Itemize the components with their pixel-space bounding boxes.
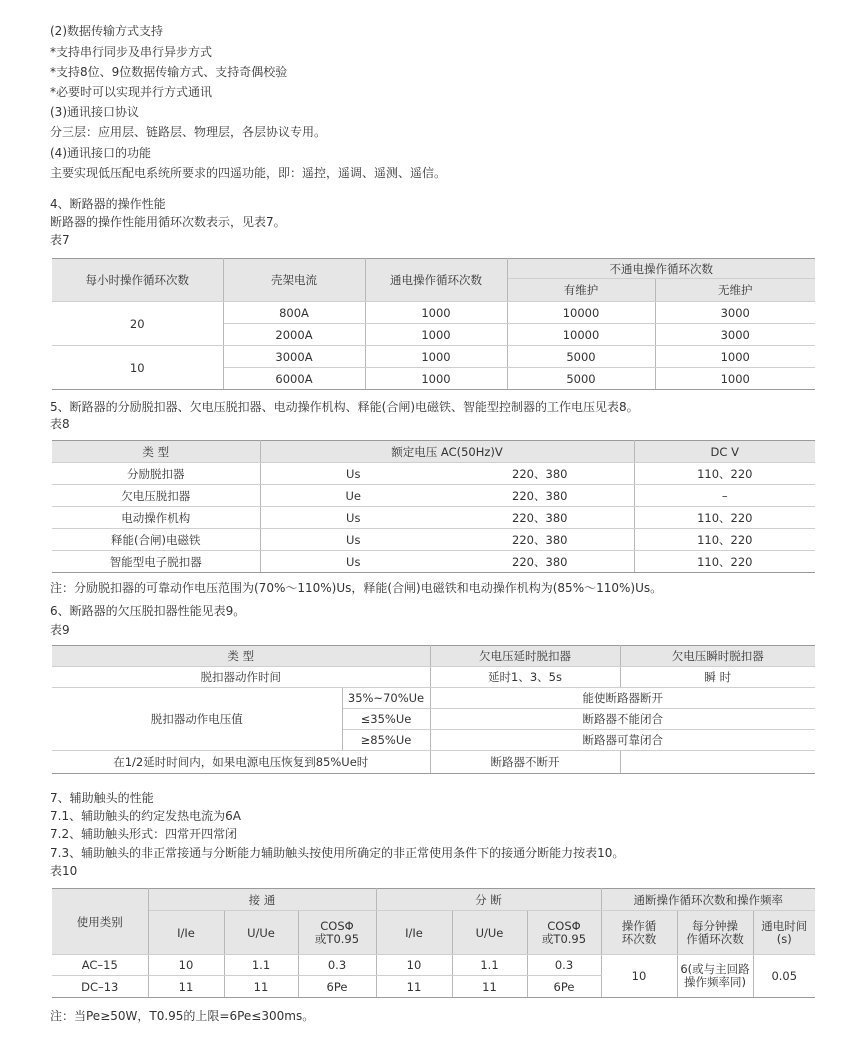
table7-cell: 3000: [655, 324, 815, 346]
table9-header-instant: 欠电压瞬时脱扣器: [620, 646, 815, 667]
cos-line-1: COSΦ: [547, 918, 581, 933]
table9-cell: 断路器不能闭合: [430, 709, 815, 730]
table10-cell: 11: [224, 976, 298, 998]
section5-text: 5、断路器的分励脱扣器、欠电压脱扣器、电动操作机构、释能(合闸)电磁铁、智能型控制器的工作电压见表8。: [50, 400, 639, 414]
section6-text: 6、断路器的欠压脱扣器性能见表9。: [50, 604, 246, 618]
table8-cell: Us: [260, 529, 446, 551]
table9-voltage-label: 脱扣器动作电压值: [52, 688, 342, 751]
cycles-line-2: 环次数: [621, 931, 657, 946]
intro-line-4: *必要时可以实现并行方式通讯: [50, 85, 213, 99]
table9-cell: [620, 751, 815, 774]
table10-header-break-cos: [527, 911, 601, 955]
table8-cell: 220、380: [446, 551, 634, 573]
time-line-1: 通电时间: [761, 918, 808, 933]
table7-cell: 1000: [365, 302, 507, 324]
table8-cell: 220、380: [446, 529, 634, 551]
table8-cell: 分励脱扣器: [52, 463, 260, 485]
table7-header-unpowered: 不通电操作循环次数: [507, 259, 815, 279]
table7-cell: 3000A: [223, 346, 365, 368]
table10-header-cycles: [601, 911, 677, 955]
table10-cycles: 10: [601, 955, 677, 998]
table10-cell: 11: [452, 976, 527, 998]
table7-cell: 5000: [507, 368, 655, 390]
table8-cell: 110、220: [634, 507, 815, 529]
table7-cell: 800A: [223, 302, 365, 324]
table7-cell: 1000: [655, 346, 815, 368]
table-row: [52, 485, 815, 507]
table9-cell: ≥85%Ue: [342, 730, 430, 751]
cos-line-2: 或T0.95: [314, 931, 360, 946]
table-row: [52, 346, 815, 368]
table10-cell: 6Pe: [298, 976, 376, 998]
table10-time: 0.05: [753, 955, 815, 998]
table10-cell: 0.3: [298, 955, 376, 976]
table10-header-category: 使用类别: [52, 889, 148, 955]
table10-cell: 6Pe: [527, 976, 601, 998]
intro-line-3: *支持8位、9位数据传输方式、支持奇偶校验: [50, 65, 288, 79]
table7-header-frame-current: 壳架电流: [223, 259, 365, 302]
per-min-value-line-1: 6(或与主回路: [680, 962, 750, 976]
table8-cell: 220、380: [446, 485, 634, 507]
table8-cell: 智能型电子脱扣器: [52, 551, 260, 573]
table8-cell: 220、380: [446, 463, 634, 485]
cycles-line-1: 操作循: [621, 918, 657, 933]
table8-cell: 释能(合闸)电磁铁: [52, 529, 260, 551]
table10-label: 表10: [50, 864, 78, 878]
table9-cell: 35%~70%Ue: [342, 688, 430, 709]
section4-text: 断路器的操作性能用循环次数表示，见表7。: [50, 215, 286, 229]
table9-last-row-label: 在1/2延时时间内，如果电源电压恢复到85%Ue时: [52, 751, 430, 774]
section7-line-1: 7.1、辅助触头的约定发热电流为6A: [50, 809, 241, 823]
table10-cell: AC–15: [52, 955, 148, 976]
table7-header-maintained: 有维护: [507, 279, 655, 302]
per-min-line-1: 每分钟操: [692, 918, 738, 933]
table9-cell: ≤35%Ue: [342, 709, 430, 730]
table10-header-make-cos: [298, 911, 376, 955]
table8: [52, 440, 815, 573]
table10-cell: 11: [148, 976, 224, 998]
table10-cell: DC–13: [52, 976, 148, 998]
table-row: [52, 507, 815, 529]
intro-line-6: 分三层：应用层、链路层、物理层，各层协议专用。: [50, 125, 327, 139]
table10-per-min: [677, 955, 753, 998]
table8-cell: 欠电压脱扣器: [52, 485, 260, 507]
table9-header-delayed: 欠电压延时脱扣器: [430, 646, 620, 667]
per-min-line-2: 作循环次数: [686, 931, 744, 946]
table-row: [52, 667, 815, 688]
table-row: [52, 751, 815, 774]
table7-cell: 1000: [365, 368, 507, 390]
table-row: [52, 688, 815, 709]
table7-cell: 1000: [655, 368, 815, 390]
table-row: [52, 463, 815, 485]
table9: [52, 645, 815, 774]
table9-cell: 断路器可靠闭合: [430, 730, 815, 751]
intro-line-7: (4)通讯接口的功能: [50, 146, 151, 160]
table10-header-break: 分 断: [376, 889, 601, 911]
table7-cell: 10000: [507, 302, 655, 324]
table9-cell: 断路器不断开: [430, 751, 620, 774]
table7-header-per-hour: 每小时操作循环次数: [52, 259, 223, 302]
cos-line-2: 或T0.95: [541, 931, 587, 946]
table7-cell: 1000: [365, 324, 507, 346]
table8-cell: –: [634, 485, 815, 507]
table10-cell: 11: [376, 976, 452, 998]
table9-cell: 瞬 时: [620, 667, 815, 688]
table8-cell: 220、380: [446, 507, 634, 529]
table10-cell: 1.1: [452, 955, 527, 976]
table10-header-time: [753, 911, 815, 955]
section7-line-2: 7.2、辅助触头形式：四常开四常闭: [50, 827, 238, 841]
table-row: [52, 551, 815, 573]
table-row: [52, 529, 815, 551]
table10-header-cycles-freq: 通断操作循环次数和操作频率: [601, 889, 815, 911]
table10-cell: 1.1: [224, 955, 298, 976]
table8-cell: 110、220: [634, 529, 815, 551]
cos-line-1: COSΦ: [320, 918, 354, 933]
table7-cell: 10000: [507, 324, 655, 346]
table7: [52, 258, 815, 390]
table7-label: 表7: [50, 233, 70, 247]
table8-label: 表8: [50, 417, 70, 431]
table7-cell: 5000: [507, 346, 655, 368]
time-line-2: (s): [776, 931, 792, 946]
table9-action-time-label: 脱扣器动作时间: [52, 667, 430, 688]
table7-per-hour: 20: [52, 302, 223, 346]
intro-line-8: 主要实现低压配电系统所要求的四遥功能，即：遥控，遥调、遥测、遥信。: [50, 166, 447, 180]
per-min-value-line-2: 操作频率同): [684, 975, 746, 989]
table10-header-break-i: I/Ie: [376, 911, 452, 955]
table10-header-make-u: U/Ue: [224, 911, 298, 955]
table9-header-type: 类 型: [52, 646, 430, 667]
table10: [52, 888, 815, 998]
table10-header-per-min: [677, 911, 753, 955]
table8-cell: Us: [260, 463, 446, 485]
table7-header-unmaintained: 无维护: [655, 279, 815, 302]
table10-cell: 0.3: [527, 955, 601, 976]
table7-cell: 1000: [365, 346, 507, 368]
table9-cell: 能使断路器断开: [430, 688, 815, 709]
table9-cell: 延时1、3、5s: [430, 667, 620, 688]
intro-line-5: (3)通讯接口协议: [50, 105, 139, 119]
intro-line-2: *支持串行同步及串行异步方式: [50, 45, 213, 59]
table10-cell: 10: [148, 955, 224, 976]
table10-header-break-u: U/Ue: [452, 911, 527, 955]
table8-cell: 电动操作机构: [52, 507, 260, 529]
table10-cell: 10: [376, 955, 452, 976]
table8-header-dc: DC V: [634, 441, 815, 463]
table-row: [52, 302, 815, 324]
table10-note: 注：当Pe≥50W，T0.95的上限=6Pe≤300ms。: [50, 1009, 315, 1023]
table7-per-hour: 10: [52, 346, 223, 390]
table8-header-ac: 额定电压 AC(50Hz)V: [260, 441, 634, 463]
table8-note: 注：分励脱扣器的可靠动作电压范围为(70%～110%)Us，释能(合闸)电磁铁和电动操作机构为(85%～110%)Us。: [50, 581, 663, 595]
table8-cell: 110、220: [634, 551, 815, 573]
table8-cell: 110、220: [634, 463, 815, 485]
table-row: [52, 955, 815, 976]
section4-heading: 4、断路器的操作性能: [50, 197, 166, 211]
table8-cell: Ue: [260, 485, 446, 507]
table8-cell: Us: [260, 551, 446, 573]
table8-header-type: 类 型: [52, 441, 260, 463]
table10-header-make-i: I/Ie: [148, 911, 224, 955]
table8-cell: Us: [260, 507, 446, 529]
table7-cell: 3000: [655, 302, 815, 324]
table9-label: 表9: [50, 623, 70, 637]
intro-line-1: (2)数据传输方式支持: [50, 24, 163, 38]
table7-cell: 2000A: [223, 324, 365, 346]
table7-cell: 6000A: [223, 368, 365, 390]
table10-header-make: 接 通: [148, 889, 376, 911]
section7-heading: 7、辅助触头的性能: [50, 791, 154, 805]
table7-header-powered: 通电操作循环次数: [365, 259, 507, 302]
section7-line-3: 7.3、辅助触头的非正常接通与分断能力辅助触头按使用所确定的非正常使用条件下的接通分断能力按表10。: [50, 846, 625, 860]
